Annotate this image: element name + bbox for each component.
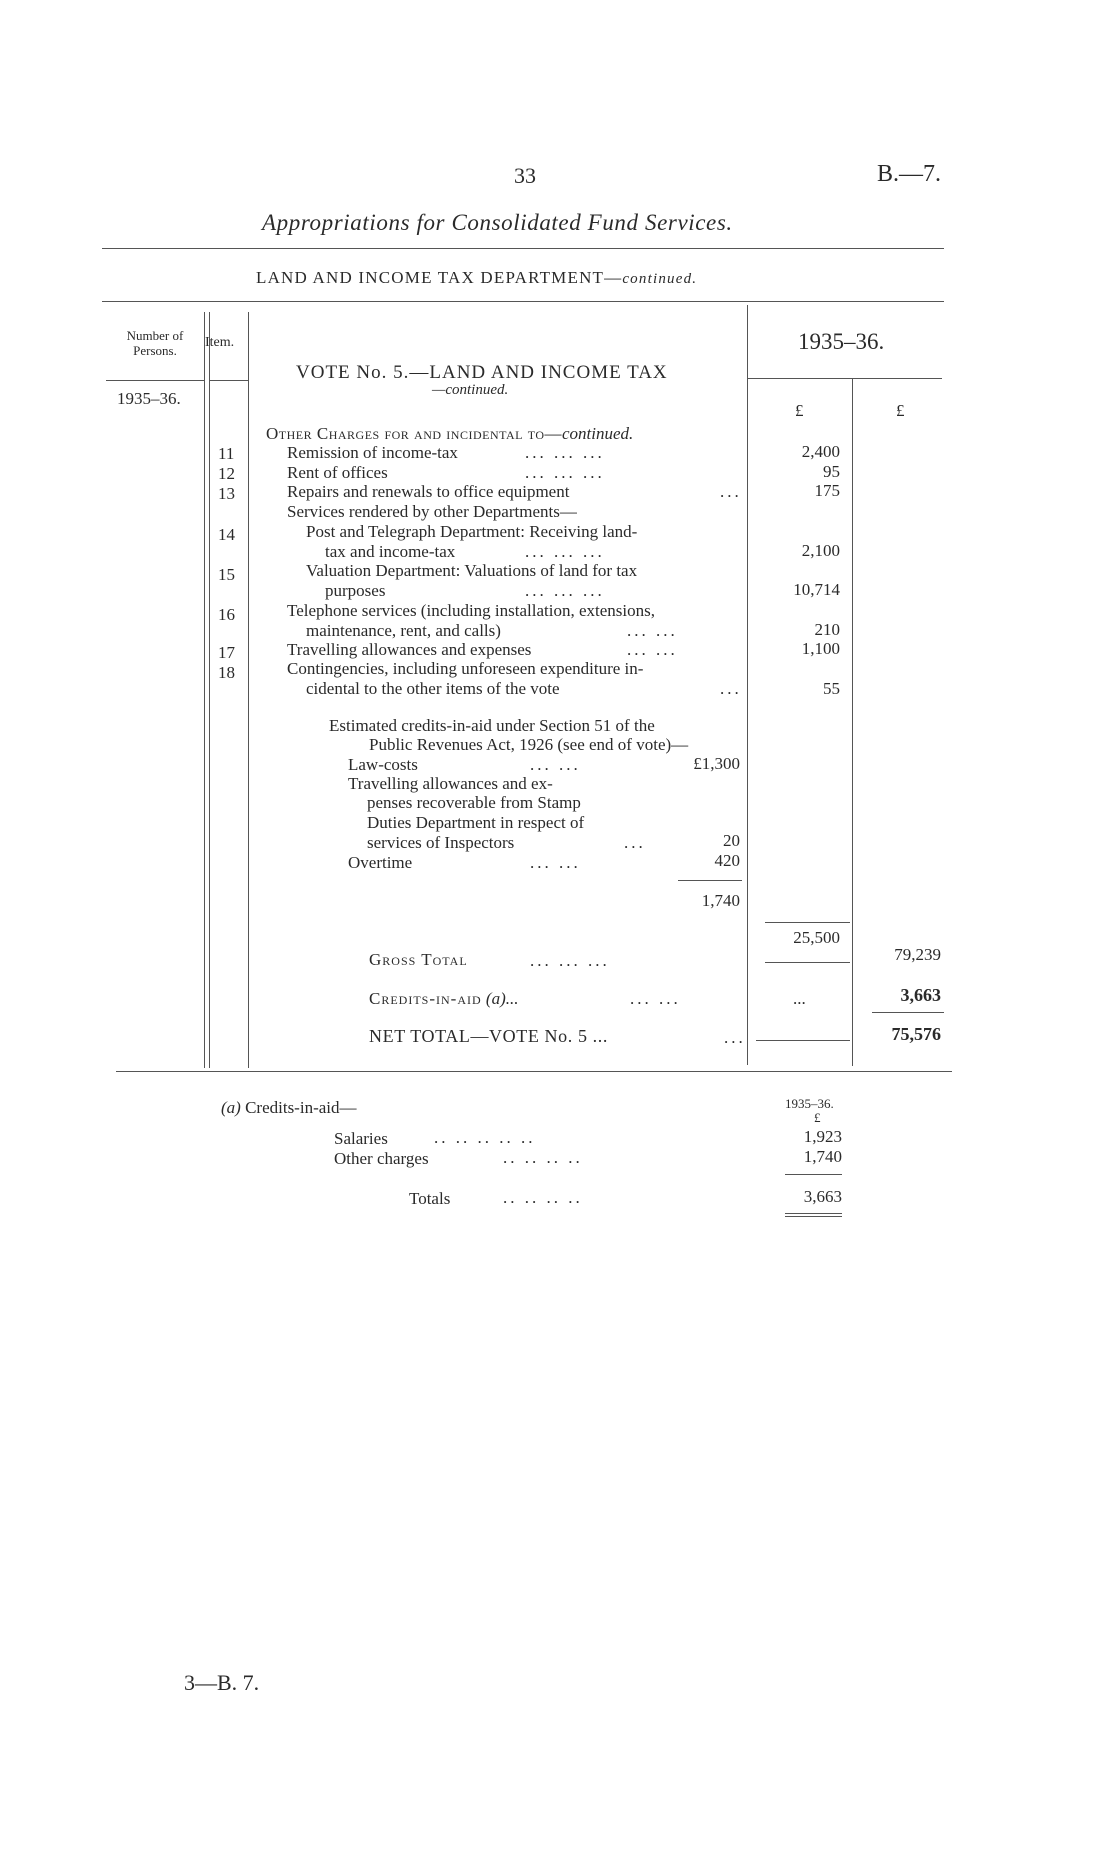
net-mid-rule bbox=[756, 1040, 850, 1041]
footnote-row-label: Other charges bbox=[334, 1149, 429, 1168]
net-total-label: NET TOTAL—VOTE No. 5 ... bbox=[369, 1026, 608, 1046]
title-rule bbox=[102, 248, 944, 249]
item-amount: 95 bbox=[823, 462, 840, 481]
page-code: B.—7. bbox=[877, 161, 942, 187]
item-number: 17 bbox=[218, 643, 235, 662]
footnote-totals-label: Totals bbox=[409, 1189, 451, 1208]
item-leader-dots: ... ... ... bbox=[525, 542, 605, 561]
main-title: Appropriations for Consolidated Fund Services. bbox=[262, 210, 733, 235]
footnote-heading bbox=[221, 1098, 357, 1118]
travel-line1: Travelling allowances and ex- bbox=[348, 774, 553, 793]
col-rule-persons bbox=[204, 312, 205, 1068]
law-costs-dots: ... ... bbox=[530, 755, 581, 774]
credits-subtotal: 1,740 bbox=[701, 891, 740, 910]
credits-in-aid-label: Credits-in-aid bbox=[369, 989, 482, 1008]
item-number: 12 bbox=[218, 464, 235, 483]
travel-dots: ... bbox=[624, 833, 646, 852]
col-rule-item-right bbox=[248, 312, 249, 1068]
footnote-double-rule-2 bbox=[785, 1216, 842, 1217]
department-rule bbox=[102, 301, 944, 302]
currency-symbol-col1: £ bbox=[795, 401, 804, 420]
vote-title: VOTE No. 5.—LAND AND INCOME TAX bbox=[296, 362, 668, 383]
department-suffix: continued. bbox=[622, 271, 698, 287]
item-description: Travelling allowances and expenses bbox=[287, 640, 532, 659]
col-rule-year bbox=[852, 378, 853, 1066]
overtime-label: Overtime bbox=[348, 853, 413, 872]
section-heading-suffix: continued. bbox=[562, 424, 634, 443]
credits-intro-line2: Public Revenues Act, 1926 (see end of vote)— bbox=[369, 735, 689, 754]
gross-total-value: 79,239 bbox=[894, 945, 941, 964]
item-amount: 175 bbox=[814, 481, 840, 500]
items-subtotal: 25,500 bbox=[793, 928, 840, 947]
gross-total-label: Gross Total bbox=[369, 950, 468, 969]
persons-year: 1935–36. bbox=[117, 389, 181, 408]
item-number: 14 bbox=[218, 525, 235, 544]
credits-in-aid-value: 3,663 bbox=[900, 985, 941, 1005]
credits-in-aid-dots: ... ... bbox=[630, 989, 681, 1008]
law-costs-label: Law-costs bbox=[348, 755, 418, 774]
item-description: Rent of offices bbox=[287, 463, 388, 482]
item-leader-dots: ... ... ... bbox=[525, 581, 605, 600]
travel-value: 20 bbox=[723, 831, 740, 850]
footnote-row-dots: .. .. .. .. bbox=[503, 1148, 583, 1167]
credits-intro-line1: Estimated credits-in-aid under Section 51 of the bbox=[329, 716, 655, 735]
credits-in-aid-total bbox=[369, 989, 518, 1009]
item-amount: 55 bbox=[823, 679, 840, 698]
item-description-cont: cidental to the other items of the vote bbox=[306, 679, 560, 698]
net-total-value: 75,576 bbox=[891, 1024, 941, 1044]
footnote-currency: £ bbox=[814, 1110, 821, 1125]
item-description: Remission of income-tax bbox=[287, 443, 458, 462]
col-header-number-of-persons: Number of Persons. bbox=[126, 328, 184, 358]
footnote-totals-value: 3,663 bbox=[803, 1187, 842, 1206]
department-name: LAND AND INCOME TAX DEPARTMENT— bbox=[256, 268, 623, 287]
footnote-double-rule-1 bbox=[785, 1213, 842, 1214]
item-description-cont: maintenance, rent, and calls) bbox=[306, 621, 501, 640]
travel-line2: penses recoverable from Stamp bbox=[367, 793, 581, 812]
item-leader-dots: ... bbox=[720, 679, 742, 698]
footnote-totals-dots: .. .. .. .. bbox=[503, 1188, 583, 1207]
item-number: 16 bbox=[218, 605, 235, 624]
credits-in-aid-mid-dots: ... bbox=[793, 989, 806, 1008]
item-leader-dots: ... bbox=[720, 482, 742, 501]
footnote-row-label: Salaries bbox=[334, 1129, 388, 1148]
item-description: Valuation Department: Valuations of land for tax bbox=[306, 561, 638, 580]
footnote-marker: (a) bbox=[221, 1098, 241, 1117]
item-description: Services rendered by other Departments— bbox=[287, 502, 577, 521]
year-header-rule bbox=[747, 378, 942, 379]
item-number: 18 bbox=[218, 663, 235, 682]
section-heading-label: Other Charges for and incidental to— bbox=[266, 424, 563, 443]
vote-continued: —continued. bbox=[432, 382, 509, 398]
law-costs-value: £1,300 bbox=[693, 754, 740, 773]
currency-symbol-col2: £ bbox=[896, 401, 905, 420]
item-number: 13 bbox=[218, 484, 235, 503]
persons-header-rule bbox=[106, 380, 204, 381]
col-rule-item-left bbox=[209, 312, 210, 1068]
item-amount: 210 bbox=[814, 620, 840, 639]
page-number: 33 bbox=[514, 163, 536, 188]
items-total-rule bbox=[765, 922, 850, 923]
gross-mid-rule bbox=[765, 962, 850, 963]
footnote-year: 1935–36. bbox=[785, 1096, 834, 1111]
item-leader-dots: ... ... ... bbox=[525, 443, 605, 462]
credits-subtotal-rule bbox=[678, 880, 742, 881]
item-description-cont: purposes bbox=[325, 581, 386, 600]
overtime-value: 420 bbox=[714, 851, 740, 870]
item-leader-dots: ... ... bbox=[627, 640, 678, 659]
department-heading bbox=[256, 268, 697, 288]
item-number: 11 bbox=[218, 444, 235, 463]
item-description: Repairs and renewals to office equipment bbox=[287, 482, 570, 501]
col-rule-desc bbox=[747, 305, 748, 1065]
item-amount: 1,100 bbox=[801, 639, 840, 658]
travel-line3: Duties Department in respect of bbox=[367, 813, 585, 832]
footer-signature: 3—B. 7. bbox=[184, 1670, 260, 1695]
credits-rule-col2 bbox=[872, 1012, 944, 1013]
credits-in-aid-ref: (a)... bbox=[485, 989, 519, 1008]
item-description: Contingencies, including unforeseen expenditure in- bbox=[287, 659, 644, 678]
net-total-dots: ... bbox=[724, 1028, 746, 1047]
item-leader-dots: ... ... bbox=[627, 621, 678, 640]
item-amount: 2,400 bbox=[801, 442, 840, 461]
section-heading bbox=[266, 424, 633, 444]
item-header-rule bbox=[209, 380, 248, 381]
footnote-title: Credits-in-aid— bbox=[245, 1098, 357, 1117]
item-description-cont: tax and income-tax bbox=[325, 542, 456, 561]
item-description: Post and Telegraph Department: Receiving land- bbox=[306, 522, 638, 541]
travel-line4: services of Inspectors bbox=[367, 833, 515, 852]
table-bottom-rule bbox=[116, 1071, 952, 1072]
overtime-dots: ... ... bbox=[530, 853, 581, 872]
item-amount: 2,100 bbox=[801, 541, 840, 560]
footnote-row-value: 1,923 bbox=[803, 1127, 842, 1146]
item-amount: 10,714 bbox=[793, 580, 840, 599]
footnote-row-value: 1,740 bbox=[803, 1147, 842, 1166]
footnote-row-dots: .. .. .. .. .. bbox=[434, 1128, 536, 1147]
item-leader-dots: ... ... ... bbox=[525, 463, 605, 482]
item-number: 15 bbox=[218, 565, 235, 584]
col-header-year: 1935–36. bbox=[798, 329, 885, 354]
gross-total-dots: ... ... ... bbox=[530, 951, 610, 970]
footnote-sum-rule bbox=[785, 1174, 842, 1175]
col-header-item: Item. bbox=[205, 335, 235, 350]
item-description: Telephone services (including installation, extensions, bbox=[287, 601, 655, 620]
